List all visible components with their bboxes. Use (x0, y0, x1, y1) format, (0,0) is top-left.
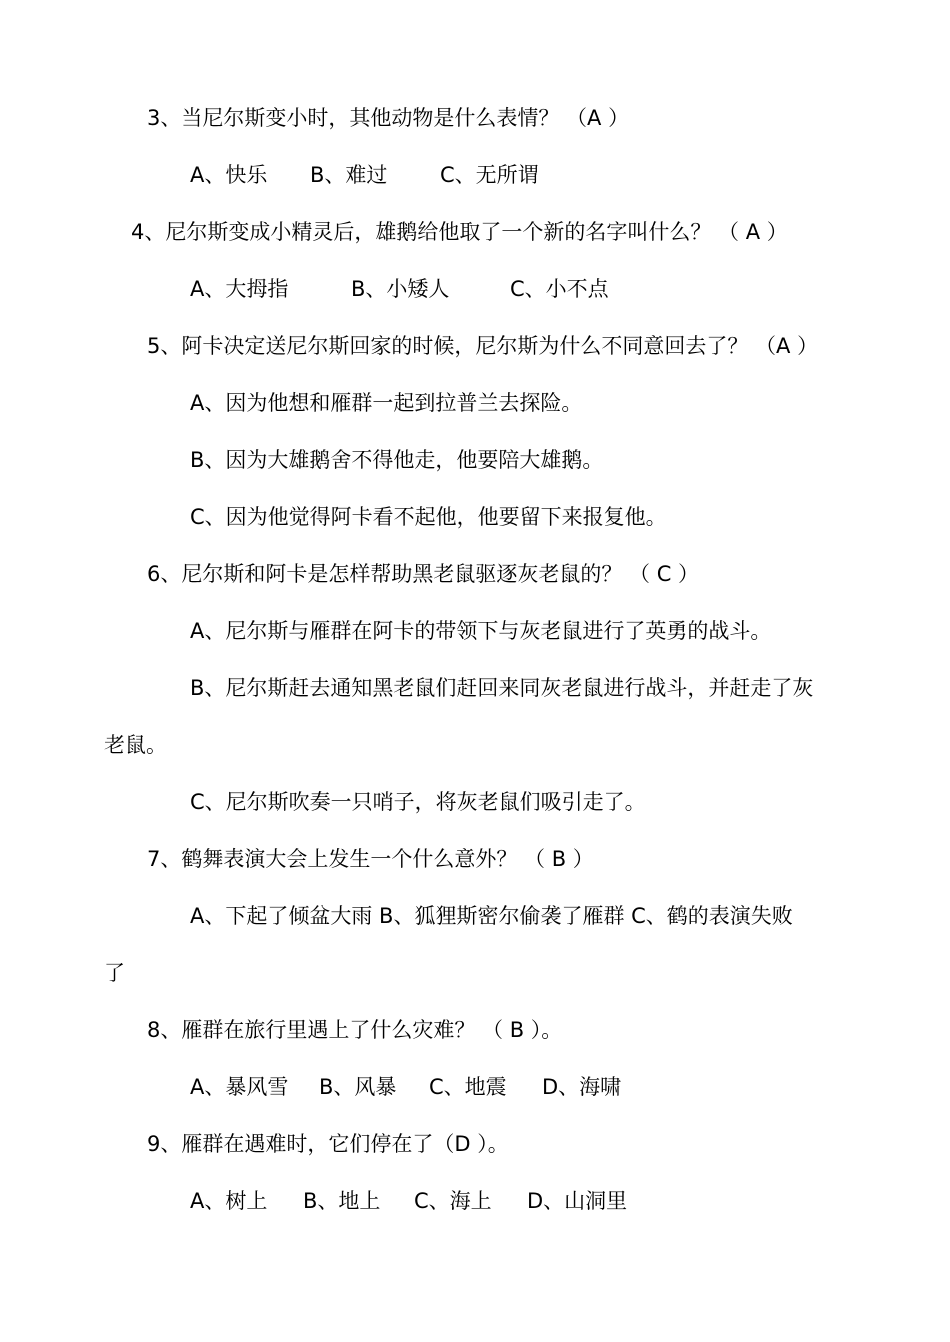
question-9-option-d: D、山洞里 (527, 1189, 628, 1213)
question-6-option-a: A、尼尔斯与雁群在阿卡的带领下与灰老鼠进行了英勇的战斗。 (190, 619, 772, 643)
question-8-option-b: B、风暴 (319, 1075, 397, 1099)
question-6-option-c: C、尼尔斯吹奏一只哨子，将灰老鼠们吸引走了。 (190, 790, 646, 814)
question-4-option-a: A、大拇指 (190, 277, 289, 301)
question-7-options-continued: 了 (104, 961, 125, 985)
question-8-stem: 8、雁群在旅行里遇上了什么灾难？ （ B ）。 (147, 1018, 563, 1042)
question-9-option-c: C、海上 (414, 1189, 492, 1213)
question-3-option-b: B、难过 (310, 163, 388, 187)
question-6-option-b-continued: 老鼠。 (104, 733, 167, 757)
question-8-options (190, 1073, 621, 1101)
question-9-stem: 9、雁群在遇难时，它们停在了（D ）。 (147, 1132, 509, 1156)
question-3-option-a: A、快乐 (190, 163, 268, 187)
question-3-option-c: C、无所谓 (440, 163, 539, 187)
question-6-option-b: B、尼尔斯赶去通知黑老鼠们赶回来同灰老鼠进行战斗，并赶走了灰 (190, 676, 814, 700)
question-4-stem: 4、尼尔斯变成小精灵后，雄鹅给他取了一个新的名字叫什么？ （ A ） (131, 220, 788, 244)
question-4-options (190, 275, 609, 303)
question-5-option-c: C、因为他觉得阿卡看不起他，他要留下来报复他。 (190, 505, 667, 529)
question-7-options: A、下起了倾盆大雨 B、狐狸斯密尔偷袭了雁群 C、鹤的表演失败 (190, 904, 793, 928)
question-6-stem: 6、尼尔斯和阿卡是怎样帮助黑老鼠驱逐灰老鼠的？ （ C ） (147, 562, 700, 586)
question-9-option-b: B、地上 (303, 1189, 381, 1213)
question-3-stem: 3、当尼尔斯变小时，其他动物是什么表情？ （A ） (147, 106, 630, 130)
question-9-option-a: A、树上 (190, 1189, 268, 1213)
question-8-option-c: C、地震 (429, 1075, 507, 1099)
question-7-stem: 7、鹤舞表演大会上发生一个什么意外？ （ B ） (147, 847, 594, 871)
question-5-option-b: B、因为大雄鹅舍不得他走，他要陪大雄鹅。 (190, 448, 604, 472)
question-3-options (190, 161, 539, 189)
question-8-option-a: A、暴风雪 (190, 1075, 289, 1099)
question-8-option-d: D、海啸 (542, 1075, 622, 1099)
question-4-option-b: B、小矮人 (351, 277, 450, 301)
question-5-option-a: A、因为他想和雁群一起到拉普兰去探险。 (190, 391, 583, 415)
question-9-options (190, 1187, 627, 1215)
question-5-stem: 5、阿卡决定送尼尔斯回家的时候，尼尔斯为什么不同意回去了？ （A ） (147, 334, 819, 358)
question-4-option-c: C、小不点 (510, 277, 609, 301)
